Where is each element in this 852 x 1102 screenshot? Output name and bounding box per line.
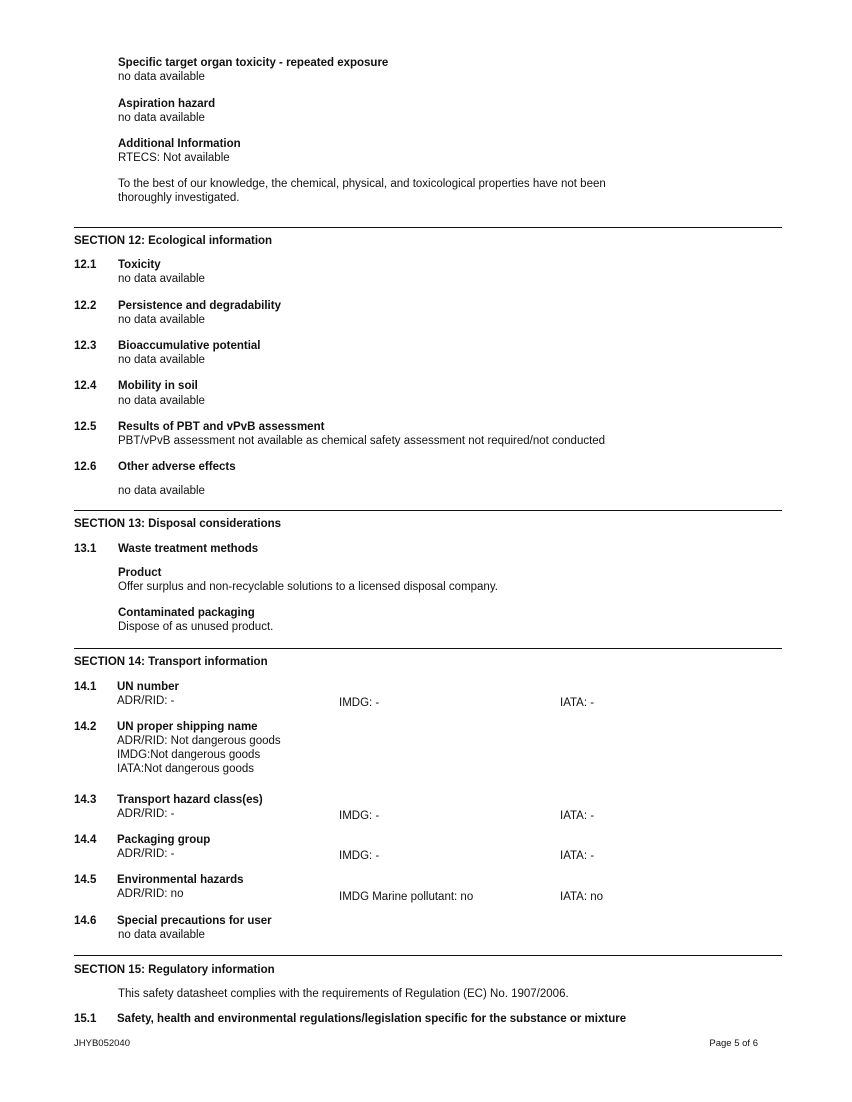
adr-value: ADR/RID: - xyxy=(117,695,175,707)
regulation-intro: This safety datasheet complies with the requirements of Regulation (EC) No. 1907/2006. xyxy=(118,988,569,1000)
item-number: 12.2 xyxy=(74,300,97,312)
item-text: no data available xyxy=(118,929,205,941)
item-number: 13.1 xyxy=(74,543,97,555)
item-number: 14.3 xyxy=(74,794,97,806)
section-13-title: SECTION 13: Disposal considerations xyxy=(74,518,282,530)
note-line-2: thoroughly investigated. xyxy=(118,192,240,204)
section-divider xyxy=(74,955,782,956)
imdg-value: IMDG: - xyxy=(339,810,380,822)
item-heading: Toxicity xyxy=(118,259,161,271)
item-heading: Waste treatment methods xyxy=(118,543,259,555)
item-text: PBT/vPvB assessment not available as chemical safety assessment not required/not conducted xyxy=(118,435,606,447)
imdg-value: IMDG: - xyxy=(339,697,380,709)
iata-value: IATA: - xyxy=(560,850,595,862)
document-code: JHYB052040 xyxy=(74,1038,130,1049)
stot-repeated-heading: Specific target organ toxicity - repeated exposure xyxy=(118,57,389,69)
section-divider xyxy=(74,510,782,511)
adr-value: ADR/RID: - xyxy=(117,808,175,820)
item-heading: Safety, health and environmental regulations/legislation specific for the substance or mixture xyxy=(117,1013,627,1025)
additional-info-text: RTECS: Not available xyxy=(118,152,230,164)
iata-value: IATA: - xyxy=(560,810,595,822)
item-heading: Mobility in soil xyxy=(118,380,198,392)
item-text: no data available xyxy=(118,273,205,285)
item-number: 14.6 xyxy=(74,915,97,927)
item-text: no data available xyxy=(118,395,205,407)
item-number: 14.2 xyxy=(74,721,97,733)
item-number: 12.6 xyxy=(74,461,97,473)
page-number: Page 5 of 6 xyxy=(709,1038,758,1049)
imdg-value: IMDG Marine pollutant: no xyxy=(339,891,474,903)
imdg-value: IMDG:Not dangerous goods xyxy=(117,749,261,761)
imdg-value: IMDG: - xyxy=(339,850,380,862)
note-line-1: To the best of our knowledge, the chemical, physical, and toxicological properties have not been xyxy=(118,178,606,190)
section-12-title: SECTION 12: Ecological information xyxy=(74,235,273,247)
item-heading: Other adverse effects xyxy=(118,461,236,473)
aspiration-text: no data available xyxy=(118,112,205,124)
item-heading: UN number xyxy=(117,681,179,693)
item-heading: Persistence and degradability xyxy=(118,300,281,312)
section-divider xyxy=(74,227,782,228)
section-14-title: SECTION 14: Transport information xyxy=(74,656,268,668)
item-heading: Results of PBT and vPvB assessment xyxy=(118,421,325,433)
item-text: no data available xyxy=(118,314,205,326)
section-15-title: SECTION 15: Regulatory information xyxy=(74,964,275,976)
adr-value: ADR/RID: - xyxy=(117,848,175,860)
item-number: 12.1 xyxy=(74,259,97,271)
item-text: no data available xyxy=(118,485,205,497)
item-heading: Packaging group xyxy=(117,834,211,846)
product-text: Offer surplus and non-recyclable solutions to a licensed disposal company. xyxy=(118,581,498,593)
product-heading: Product xyxy=(118,567,162,579)
stot-repeated-text: no data available xyxy=(118,71,205,83)
item-number: 14.1 xyxy=(74,681,97,693)
item-number: 15.1 xyxy=(74,1013,97,1025)
adr-value: ADR/RID: no xyxy=(117,888,184,900)
item-number: 14.5 xyxy=(74,874,97,886)
additional-info-heading: Additional Information xyxy=(118,138,241,150)
item-heading: Bioaccumulative potential xyxy=(118,340,261,352)
item-number: 14.4 xyxy=(74,834,97,846)
item-heading: UN proper shipping name xyxy=(117,721,258,733)
packaging-text: Dispose of as unused product. xyxy=(118,621,274,633)
item-text: no data available xyxy=(118,354,205,366)
item-number: 12.5 xyxy=(74,421,97,433)
packaging-heading: Contaminated packaging xyxy=(118,607,255,619)
section-divider xyxy=(74,648,782,649)
item-heading: Special precautions for user xyxy=(117,915,272,927)
iata-value: IATA:Not dangerous goods xyxy=(117,763,255,775)
item-heading: Environmental hazards xyxy=(117,874,244,886)
iata-value: IATA: - xyxy=(560,697,595,709)
item-heading: Transport hazard class(es) xyxy=(117,794,263,806)
iata-value: IATA: no xyxy=(560,891,604,903)
item-number: 12.4 xyxy=(74,380,97,392)
item-number: 12.3 xyxy=(74,340,97,352)
aspiration-heading: Aspiration hazard xyxy=(118,98,216,110)
adr-value: ADR/RID: Not dangerous goods xyxy=(117,735,281,747)
